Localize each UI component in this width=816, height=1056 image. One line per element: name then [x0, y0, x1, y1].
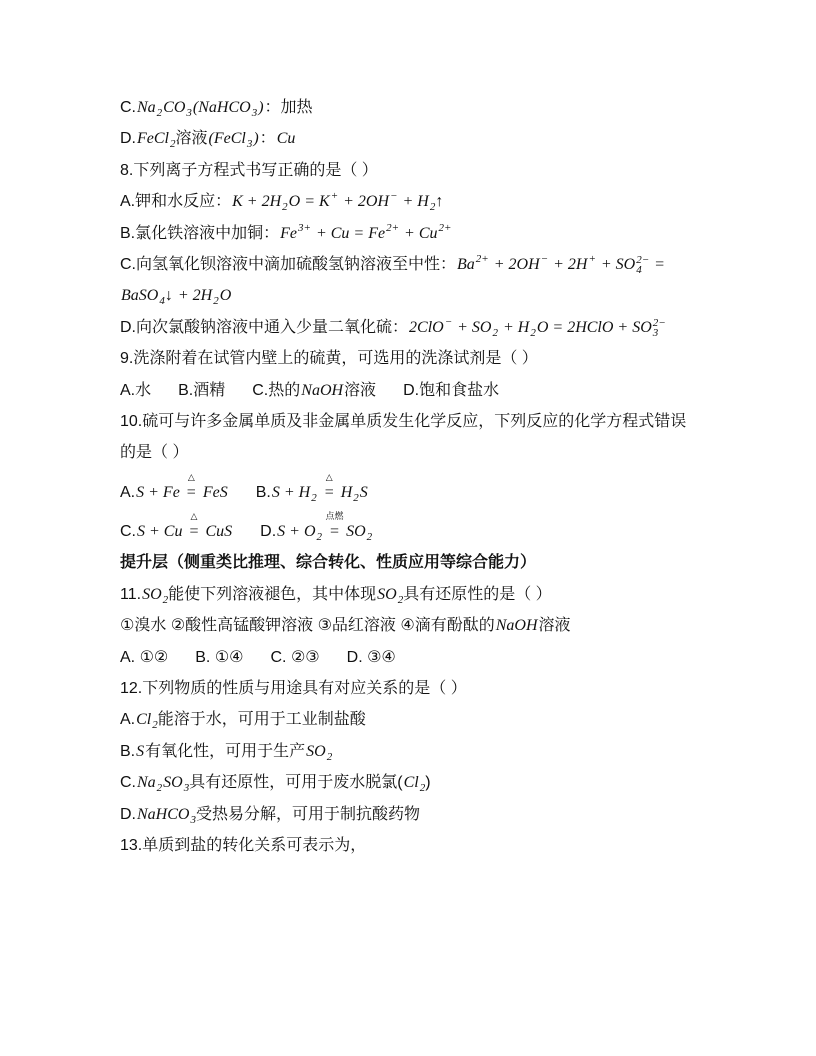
formula: FeCl: [137, 130, 169, 148]
text-line: [120, 218, 780, 249]
text-line: [120, 375, 780, 406]
formula: K + 2H: [232, 193, 282, 211]
text-run: D.向次氯酸钠溶液中通入少量二氧化硫：: [120, 318, 409, 336]
superscript: +: [588, 252, 596, 265]
text-run: A.水: [120, 381, 152, 399]
text-line: [120, 123, 780, 154]
text-run: B.: [120, 742, 136, 760]
text-line: [120, 312, 780, 343]
reaction-condition: 点燃: [325, 512, 344, 523]
formula: NaOH: [495, 617, 538, 635]
subscript: 2: [152, 719, 158, 732]
text-run: 9.洗涤附着在试管内壁上的硫黄，可选用的洗涤试剂是（ ）: [120, 350, 538, 368]
text-run: D.: [260, 523, 277, 541]
formula: 2ClO: [409, 318, 444, 336]
formula: O: [219, 287, 232, 305]
formula: FeS: [198, 483, 228, 501]
text-line: [120, 642, 780, 673]
text-run: B.氯化铁溶液中加铜：: [120, 224, 280, 242]
text-line: [120, 186, 780, 217]
document-page: [120, 92, 780, 861]
formula: S: [359, 483, 368, 501]
stacked-equals: [323, 472, 336, 508]
text-run: ：: [259, 130, 276, 148]
subscript: 3: [190, 813, 196, 826]
equals-sign: =: [186, 483, 196, 501]
subscript: 2: [162, 593, 169, 606]
text-run: A.钾和水反应：: [120, 193, 232, 211]
subscript: 2: [366, 531, 373, 544]
text-run: 11.: [120, 585, 142, 603]
subscript: 4: [636, 263, 642, 276]
formula: NaHCO: [137, 805, 190, 823]
text-run: 的是（ ）: [120, 444, 189, 462]
text-run: 能使下列溶液褪色，其中体现: [168, 585, 377, 603]
text-run: A. ①②: [120, 648, 169, 666]
formula: + H: [498, 318, 530, 336]
subscript: 2: [326, 750, 333, 763]
subscript: 2: [213, 295, 219, 308]
formula: (NaHCO: [192, 99, 251, 116]
formula: ): [253, 130, 259, 148]
text-run: A.: [120, 711, 136, 729]
text-run: 受热易分解，可用于制抗酸药物: [195, 805, 420, 823]
text-line: [120, 343, 780, 374]
superscript: −: [390, 190, 398, 203]
subscript: 2: [156, 107, 163, 119]
section-heading: [120, 547, 780, 578]
superscript: −: [444, 315, 453, 328]
text-run: ↓: [164, 287, 173, 305]
superscript: −: [540, 252, 549, 265]
text-run: 12.下列物质的性质与用途具有对应关系的是（ ）: [120, 680, 467, 698]
subscript: 3: [246, 138, 253, 151]
text-run: C.: [120, 523, 136, 541]
text-run: B.: [255, 483, 271, 501]
formula: =: [650, 255, 665, 273]
text-line: [120, 406, 780, 437]
text-line: [120, 704, 780, 735]
subscript: 3: [652, 326, 659, 339]
formula: Cu: [276, 130, 296, 148]
sub-superscript: [636, 255, 649, 275]
text-run: 溶液: [344, 381, 377, 399]
formula: O = K: [288, 193, 330, 211]
subscript: 3: [183, 782, 190, 795]
text-line: [120, 673, 780, 704]
superscript: 2−: [652, 316, 666, 329]
text-line: [120, 830, 780, 861]
text-run: 提升层（侧重类比推理、综合转化、性质应用等综合能力）: [120, 554, 537, 572]
formula: CuS: [201, 523, 233, 541]
subscript: 3: [251, 107, 258, 119]
formula: + 2OH: [489, 255, 540, 273]
formula: SO: [163, 774, 183, 792]
text-run: D.: [120, 130, 136, 148]
equals-sign: =: [324, 483, 334, 501]
superscript: 2+: [438, 221, 452, 234]
formula: + 2H: [549, 255, 588, 273]
equals-sign: =: [189, 523, 199, 541]
text-run: 有氧化性，可用于生产: [145, 742, 306, 760]
subscript: 2: [492, 326, 498, 339]
text-run: ): [425, 774, 431, 792]
formula: + Cu = Fe: [311, 224, 386, 242]
text-run: 溶液: [175, 130, 208, 148]
formula: H: [336, 483, 353, 501]
formula: Fe: [280, 224, 297, 242]
stacked-equals: [325, 512, 344, 547]
text-run: ↑: [435, 193, 444, 211]
text-run: B. ①④: [195, 648, 244, 666]
formula: + SO: [453, 318, 492, 336]
subscript: 2: [397, 593, 404, 606]
text-run: C.向氢氧化钡溶液中滴加硫酸氢钠溶液至中性：: [120, 255, 457, 273]
formula: SO: [342, 523, 366, 541]
formula: CO: [163, 99, 186, 116]
subscript: 2: [170, 138, 176, 151]
text-run: B.酒精: [178, 381, 226, 399]
equals-sign: =: [330, 523, 340, 541]
text-run: C.热的: [252, 381, 301, 399]
text-run: ：加热: [264, 99, 313, 116]
text-line: [120, 736, 780, 767]
formula: + H: [398, 193, 429, 211]
text-run: 能溶于水，可用于工业制盐酸: [157, 711, 366, 729]
subscript: 2: [311, 491, 317, 504]
superscript: 2+: [386, 221, 400, 234]
formula: S + Cu: [137, 523, 187, 541]
text-run: 8.下列离子方程式书写正确的是（ ）: [120, 161, 378, 179]
text-run: 溶液: [538, 617, 571, 635]
text-line: [120, 249, 780, 280]
text-run: D.饱和食盐水: [403, 381, 500, 399]
text-line: [120, 610, 780, 641]
superscript: 2+: [475, 252, 489, 265]
text-run: C.: [120, 774, 136, 792]
text-run: C. ②③: [270, 648, 320, 666]
formula: SO: [377, 585, 397, 603]
text-run: ①溴水 ②酸性高锰酸钾溶液 ③品红溶液 ④滴有酚酞的: [120, 617, 495, 635]
formula: BaSO: [121, 287, 159, 305]
formula: NaOH: [301, 381, 344, 399]
text-run: C.: [120, 99, 136, 116]
subscript: 4: [159, 295, 165, 308]
text-run: A.: [120, 483, 136, 501]
subscript: 3: [186, 107, 192, 119]
text-run: 10.硫可与许多金属单质及非金属单质发生化学反应，下列反应的化学方程式错误: [120, 412, 687, 430]
subscript: 2: [353, 491, 359, 504]
text-run: 具有还原性的是（ ）: [403, 585, 552, 603]
text-line: [120, 155, 780, 186]
text-line: [120, 92, 780, 123]
text-run: 13.单质到盐的转化关系可表示为，: [120, 836, 367, 854]
formula: S: [136, 742, 145, 760]
text-line: [120, 280, 780, 311]
subscript: 2: [530, 326, 536, 339]
text-run: D. ③④: [346, 648, 396, 666]
text-run: 具有还原性，可用于废水脱氯(: [189, 774, 403, 792]
formula: S + H: [271, 483, 311, 501]
formula: Cl: [403, 774, 419, 792]
formula: + Cu: [400, 224, 438, 242]
formula: ): [258, 99, 264, 116]
formula: Na: [137, 99, 156, 116]
subscript: 2: [282, 201, 288, 214]
superscript: 2−: [636, 253, 650, 266]
subscript: 2: [429, 201, 436, 214]
superscript: +: [330, 190, 339, 203]
text-line: [120, 767, 780, 798]
formula: O = 2HClO + SO: [536, 318, 652, 336]
reaction-condition: △: [325, 472, 333, 483]
formula: + 2H: [173, 287, 213, 305]
text-line: [120, 437, 780, 468]
formula: Cl: [136, 711, 152, 729]
sub-superscript: [653, 318, 666, 338]
reaction-condition: △: [187, 472, 195, 483]
superscript: 3+: [298, 221, 311, 234]
stacked-equals: [187, 512, 200, 547]
formula: Na: [137, 774, 156, 792]
text-run: D.: [120, 805, 136, 823]
subscript: 2: [316, 531, 323, 544]
formula: Ba: [457, 255, 475, 273]
text-line: [120, 579, 780, 610]
text-line: [120, 508, 780, 547]
reaction-condition: △: [190, 512, 198, 523]
formula: S + O: [277, 523, 316, 541]
formula: SO: [142, 585, 162, 603]
subscript: 2: [419, 782, 426, 795]
formula: SO: [306, 742, 326, 760]
formula: (FeCl: [208, 130, 246, 148]
text-line: [120, 799, 780, 830]
formula: S + Fe: [136, 483, 184, 501]
formula: + SO: [596, 255, 636, 273]
text-line: [120, 469, 780, 508]
formula: + 2OH: [339, 193, 390, 211]
subscript: 2: [156, 782, 163, 795]
stacked-equals: [185, 472, 198, 508]
